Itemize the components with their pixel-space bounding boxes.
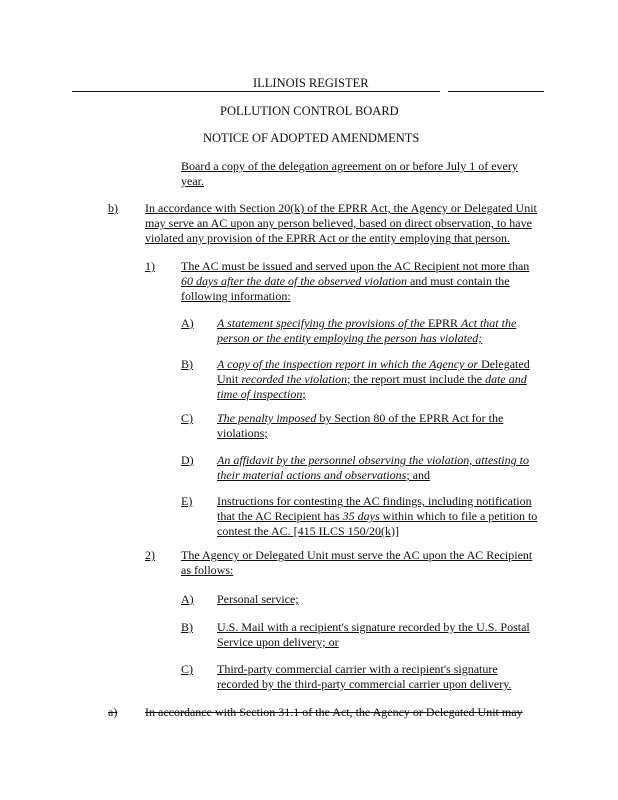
sub-c-line-1 bbox=[217, 411, 503, 426]
sub2-c-line-1: Third-party commercial carrier with a recipient's signature bbox=[217, 662, 498, 676]
sub-b-l1-plain: Delegated bbox=[478, 357, 530, 371]
sub-e-line-3: contest the AC. [415 ILCS 150/20(k)] bbox=[217, 524, 399, 538]
sub-d-l2-plain: ; and bbox=[406, 468, 430, 482]
sub-c-line-2: violations; bbox=[217, 426, 268, 440]
item-1-line-2-rest: and must contain the bbox=[406, 274, 510, 288]
continuation-line-1: Board a copy of the delegation agreement on or before July 1 of every bbox=[181, 159, 518, 173]
sub-e-l2-plain2: within which to file a petition to bbox=[379, 509, 538, 523]
sub-b-line-3 bbox=[217, 387, 306, 402]
sub-d-label: D) bbox=[181, 453, 194, 467]
register-title: ILLINOIS REGISTER bbox=[253, 76, 369, 90]
sub-a-label: A) bbox=[181, 316, 194, 330]
sub-e-line-2 bbox=[217, 509, 537, 524]
item-1-label: 1) bbox=[145, 259, 155, 273]
sub-e-line-1: Instructions for contesting the AC findings, including notification bbox=[217, 494, 532, 508]
subsection-b-label: b) bbox=[108, 201, 118, 215]
board-title: POLLUTION CONTROL BOARD bbox=[220, 104, 399, 118]
sub-c-label: C) bbox=[181, 411, 193, 425]
sub-c-l1-plain: by Section 80 of the EPRR Act for the bbox=[316, 411, 504, 425]
sub-e-l2-plain: that the AC Recipient has bbox=[217, 509, 343, 523]
sub-b-line-2 bbox=[217, 372, 527, 387]
item-2-line-1: The Agency or Delegated Unit must serve the AC upon the AC Recipient bbox=[181, 548, 533, 562]
sub-b-l3-italic: time of inspection bbox=[217, 387, 303, 401]
item-2-label: 2) bbox=[145, 548, 155, 562]
sub-d-l2-italic: their material actions and observations bbox=[217, 468, 407, 482]
sub-b-l2-plain: Unit bbox=[217, 372, 242, 386]
sub-c-l1-italic: The penalty imposed bbox=[217, 411, 317, 425]
sub-b-line-1 bbox=[217, 357, 530, 372]
item-1-line-3: following information: bbox=[181, 289, 291, 303]
subsection-b-line-2: may serve an AC upon any person believed, based on direct observation, to have bbox=[145, 216, 532, 230]
sub-b-l3-plain: ; bbox=[302, 387, 306, 401]
sub2-c-label: C) bbox=[181, 662, 193, 676]
item-1-line-2 bbox=[181, 274, 510, 289]
sub2-b-line-1: U.S. Mail with a recipient's signature recorded by the U.S. Postal bbox=[217, 620, 530, 634]
sub-a-l1-italic2: Act that the bbox=[460, 316, 517, 330]
sub-e-l2-italic: 35 days bbox=[342, 509, 380, 523]
subsection-b-line-1: In accordance with Section 20(k) of the EPRR Act, the Agency or Delegated Unit bbox=[145, 201, 537, 215]
sub2-b-line-2: Service upon delivery; or bbox=[217, 635, 339, 649]
notice-title: NOTICE OF ADOPTED AMENDMENTS bbox=[203, 131, 420, 145]
sub-a-line-2: person or the entity employing the person has violated; bbox=[217, 331, 483, 345]
item-1-line-1: The AC must be issued and served upon the AC Recipient not more than bbox=[181, 259, 530, 273]
sub-a-l1-plain: EPRR bbox=[424, 316, 461, 330]
sub2-b-label: B) bbox=[181, 620, 193, 634]
header-rule-right bbox=[448, 91, 544, 92]
header-rule-left bbox=[72, 91, 440, 92]
sub-b-label: B) bbox=[181, 357, 193, 371]
sub-b-l2-plain2: ; the report must include the bbox=[347, 372, 486, 386]
sub2-a-text: Personal service; bbox=[217, 592, 299, 606]
sub-d-line-2 bbox=[217, 468, 430, 483]
sub-a-line-1 bbox=[217, 316, 516, 331]
sub-b-l2-italic: recorded the violation bbox=[241, 372, 348, 386]
subsection-b-line-3: violated any provision of the EPRR Act or the entity employing that person. bbox=[145, 231, 510, 245]
sub-d-line-1: An affidavit by the personnel observing the violation, attesting to bbox=[217, 453, 529, 467]
sub-e-label: E) bbox=[181, 494, 193, 508]
item-1-line-2-italic: 60 days after the date of the observed violation bbox=[181, 274, 407, 288]
subsection-a-text: In accordance with Section 31.1 of the Act, the Agency or Delegated Unit may bbox=[145, 705, 523, 719]
sub2-a-label: A) bbox=[181, 592, 194, 606]
item-2-line-2: as follows: bbox=[181, 563, 234, 577]
sub2-c-line-2: recorded by the third-party commercial carrier upon delivery. bbox=[217, 677, 512, 691]
subsection-a-label: a) bbox=[108, 705, 118, 719]
sub-a-l1-italic: A statement specifying the provisions of the bbox=[217, 316, 425, 330]
continuation-line-2: year. bbox=[181, 174, 204, 188]
sub-b-l1-italic: A copy of the inspection report in which the Agency or bbox=[217, 357, 479, 371]
sub-b-l2-italic2: date and bbox=[485, 372, 527, 386]
